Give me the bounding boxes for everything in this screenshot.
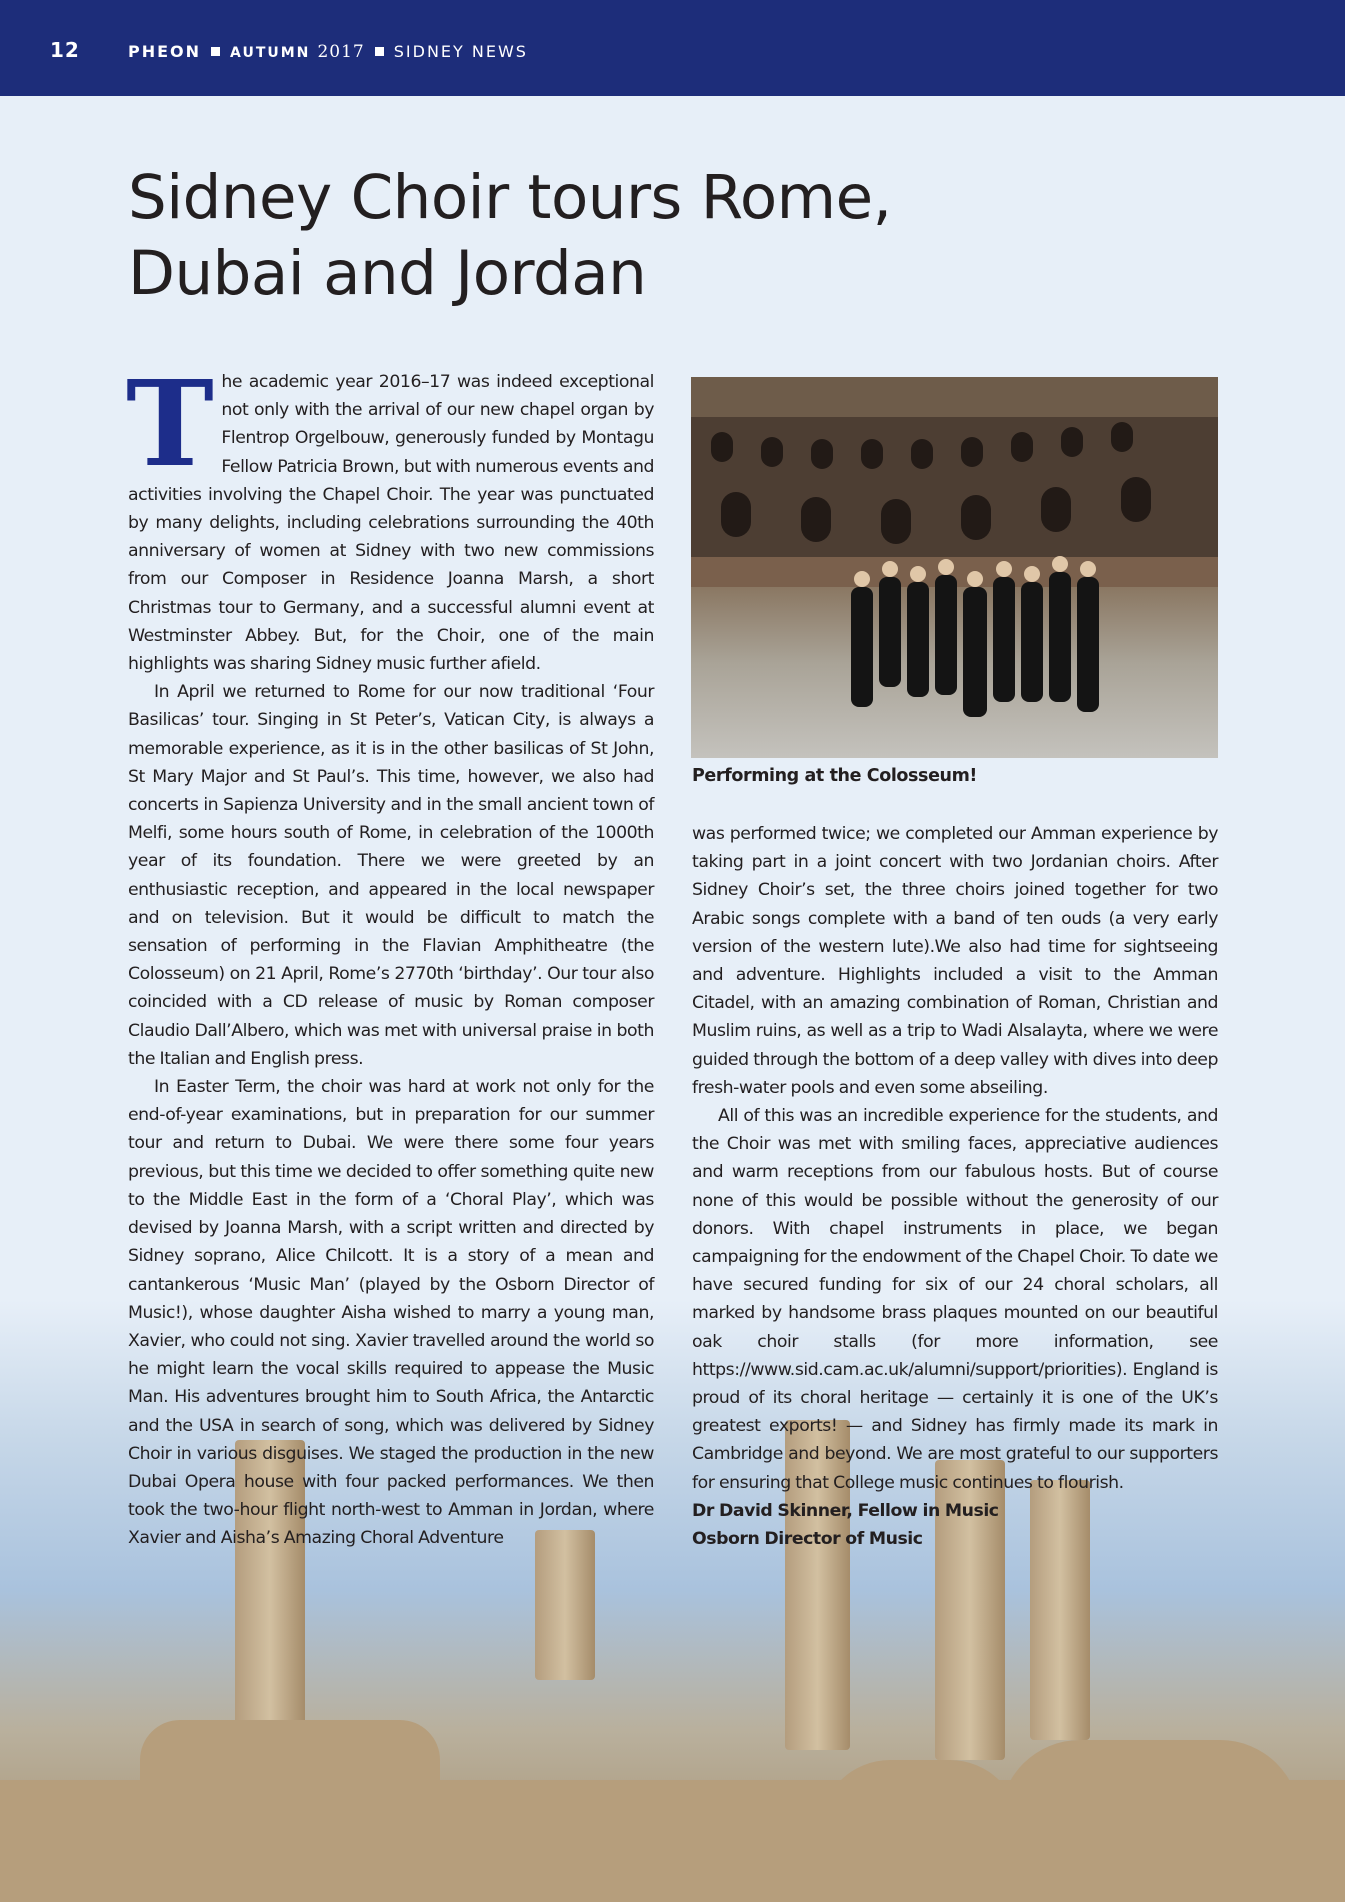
article-title-line: Dubai and Jordan: [128, 238, 647, 309]
separator-square-icon: [375, 47, 384, 56]
drop-cap: T: [126, 354, 214, 493]
article-paragraph: In April we returned to Rome for our now traditional ‘Four Basilicas’ tour. Singing in St Peter’s, Vatican City, is always a memorable experience, as it is in the other basilicas of St John, St Mary Major and St Paul’s. This time, however, we also had concerts in Sapienza University and in the small ancient town of Melfi, some hours south of Rome, in celebration of the 1000th year of its foundation. There we were greeted by an enthusiastic reception, and appeared in the local newspaper and on television. But it would be difficult to match the sensation of performing in the Flavian Amphitheatre (the Colosseum) on 21 April, Rome’s 2770th ‘birthday’. Our tour also coincided with a CD release of music by Roman composer Claudio Dall’Albero, which was met with universal praise in both the Italian and English press.: [128, 682, 654, 1069]
colosseum-photo: [691, 377, 1218, 758]
page-number: 12: [50, 38, 80, 62]
article-paragraph: In Easter Term, the choir was hard at work not only for the end-of-year examinations, but in preparation for our summer tour and return to Dubai. We were there some four years previous, but this time we decided to offer something quite new to the Middle East in the form of a ‘Choral Play’, which was devised by Joanna Marsh, with a script written and directed by Sidney soprano, Alice Chilcott. It is a story of a mean and cantankerous ‘Music Man’ (played by the Osborn Director of Music!), whose daughter Aisha wished to marry a young man, Xavier, who could not sing. Xavier travelled around the world so he might learn the vocal skills required to appease the Music Man. His adventures brought him to South Africa, the Antarctic and the USA in search of song, which was delivered by Sidney Choir in various disguises. We staged the production in the new Dubai Opera house with four packed performances. We then took the two-hour flight north-west to Amman in Jordan, where Xavier and Aisha’s Amazing Choral Adventure: [128, 1077, 654, 1549]
article-title-line: Sidney Choir tours Rome,: [128, 162, 892, 233]
issue-year: 2017: [317, 42, 365, 62]
issue-season: AUTUMN: [230, 45, 311, 61]
article-paragraph: All of this was an incredible experience for the students, and the Choir was met with smiling faces, appreciative audiences and warm receptions from our fabulous hosts. But of course none of this would be possible without the generosity of our donors. With chapel instruments in place, we began campaigning for the endowment of the Chapel Choir. To date we have secured funding for six of our 24 choral scholars, all marked by handsome brass plaques mounted on our beautiful oak choir stalls (for more information, see https://www.sid.cam.ac.uk/alumni/support/priorities). England is proud of its choral heritage — certainly it is one of the UK’s greatest exports! — and Sidney has firmly made its mark in Cambridge and beyond. We are most grateful to our supporters for ensuring that College music continues to flourish.: [692, 1106, 1218, 1493]
choir-figures-graphic: [851, 547, 1111, 727]
section-name: SIDNEY NEWS: [393, 42, 528, 61]
page-header: [0, 0, 1345, 96]
photo-caption: Performing at the Colosseum!: [692, 766, 978, 786]
separator-square-icon: [211, 47, 220, 56]
article-title: [128, 160, 892, 312]
article-paragraph: [126, 354, 654, 678]
article-column-left: [126, 354, 654, 1553]
ruin-stones: [820, 1760, 1020, 1900]
author-title: Osborn Director of Music: [692, 1529, 923, 1550]
publication-name: PHEON: [128, 42, 202, 61]
author-signature: Dr David Skinner, Fellow in Music: [692, 1500, 999, 1521]
ruin-stones: [1000, 1740, 1300, 1900]
running-head: [128, 42, 528, 62]
paragraph-text: he academic year 2016–17 was indeed exceptional not only with the arrival of our new chapel organ by Flentrop Orgelbouw, generously funded by Montagu Fellow Patricia Brown, but with numerous events and activities involving the Chapel Choir. The year was punctuated by many delights, including celebrations surrounding the 40th anniversary of women at Sidney with two new commissions from our Composer in Residence Joanna Marsh, a short Christmas tour to Germany, and a successful alumni event at Westminster Abbey. But, for the Choir, one of the main highlights was sharing Sidney music further afield.: [128, 372, 654, 675]
article-paragraph: was performed twice; we completed our Amman experience by taking part in a joint concert with two Jordanian choirs. After Sidney Choir’s set, the three choirs joined together for two Arabic songs complete with a band of ten ouds (a very early version of the western lute).We also had time for sightseeing and adventure. Highlights included a visit to the Amman Citadel, with an amazing combination of Roman, Christian and Muslim ruins, as well as a trip to Wadi Alsalayta, where we were guided through the bottom of a deep valley with dives into deep fresh-water pools and even some abseiling.: [692, 824, 1218, 1098]
article-column-right: [692, 820, 1218, 1553]
